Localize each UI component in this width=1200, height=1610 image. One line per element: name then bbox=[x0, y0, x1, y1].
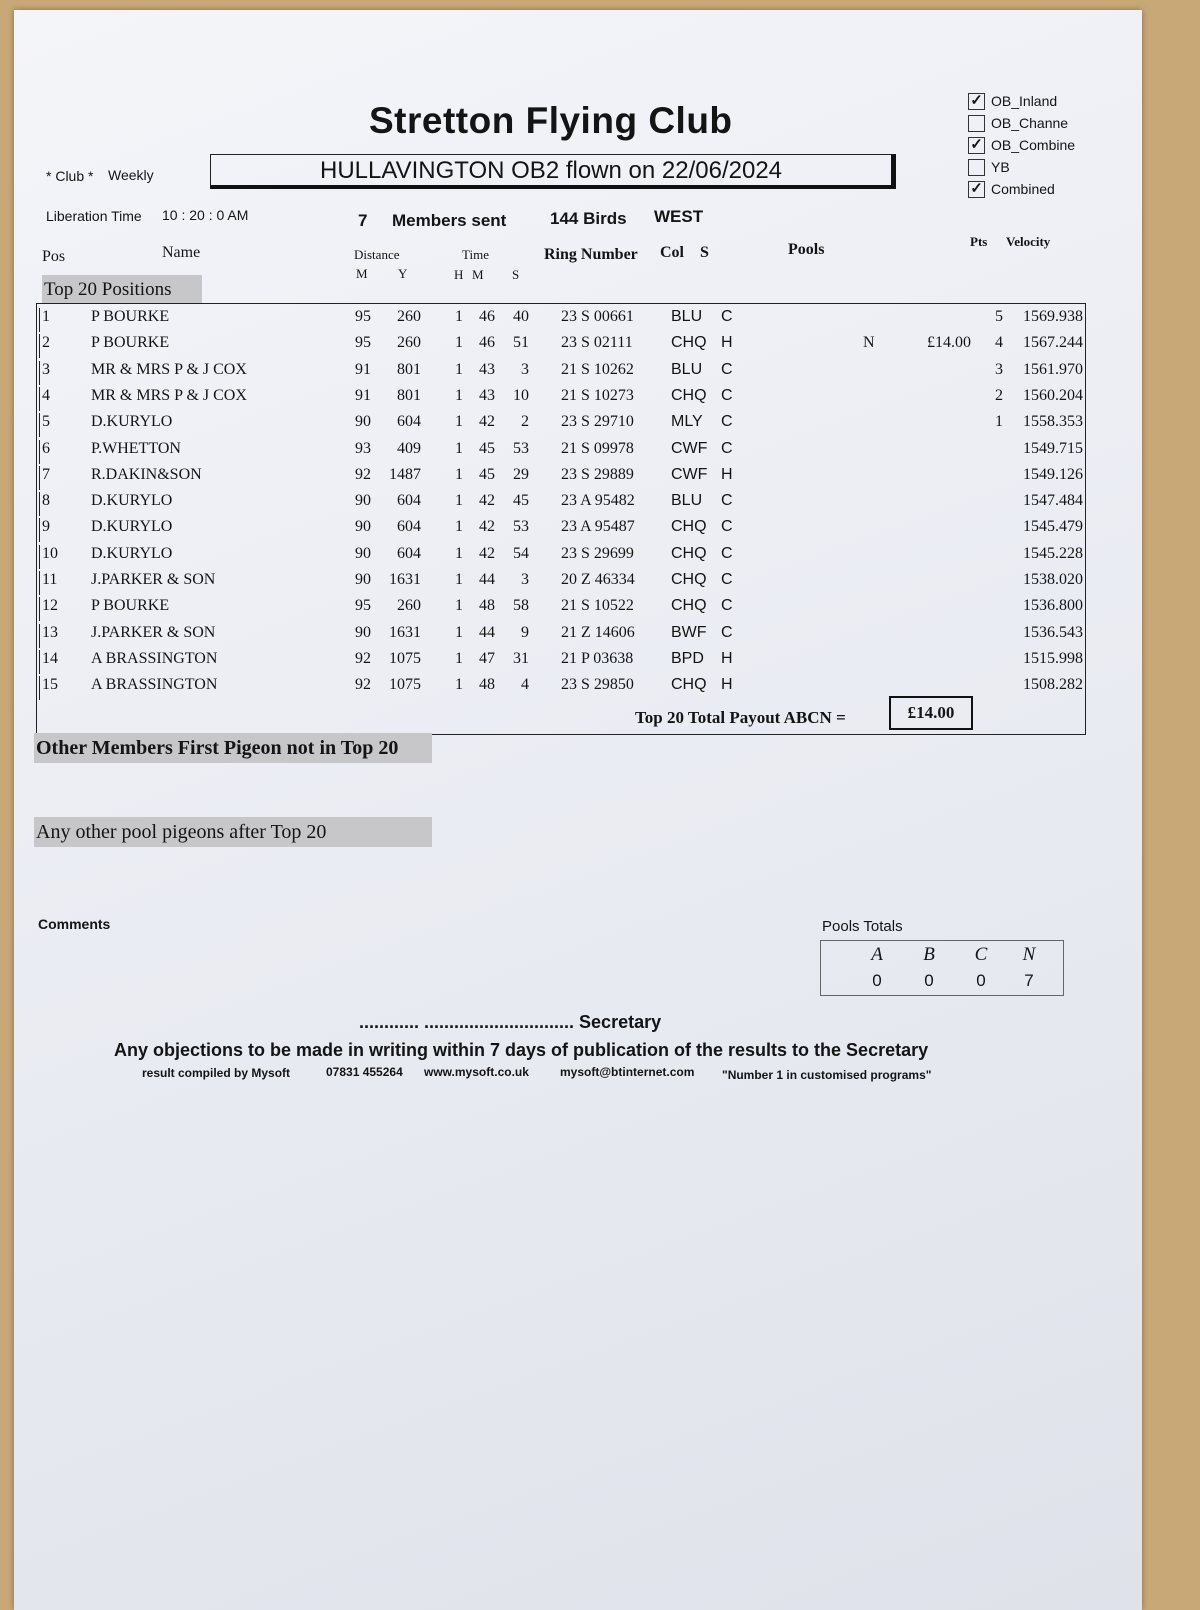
distance-miles-cell: 92 bbox=[355, 676, 371, 694]
time-seconds-cell: 53 bbox=[513, 518, 529, 536]
colour-cell: MLY bbox=[671, 413, 703, 431]
position-cell: 10 bbox=[39, 545, 58, 569]
position-cell: 1 bbox=[39, 308, 50, 332]
header-time-s: S bbox=[512, 267, 520, 282]
velocity-cell: 1547.484 bbox=[1007, 492, 1086, 510]
header-ring: Ring Number bbox=[544, 246, 638, 263]
table-row bbox=[37, 518, 1085, 544]
table-row bbox=[37, 492, 1085, 518]
sex-cell: H bbox=[721, 334, 733, 352]
time-hours-cell: 1 bbox=[455, 544, 463, 562]
ring-number-cell: 21 S 10522 bbox=[561, 597, 634, 615]
velocity-cell: 1545.479 bbox=[1007, 518, 1086, 536]
pool-total: 0 bbox=[976, 971, 986, 990]
credit-web: www.mysoft.co.uk bbox=[424, 1065, 529, 1079]
ring-number-cell: 21 Z 14606 bbox=[561, 623, 635, 641]
name-cell: D.KURYLO bbox=[91, 544, 173, 562]
velocity-cell: 1567.244 bbox=[1007, 334, 1086, 352]
club-type: * Club * bbox=[46, 168, 94, 184]
members-count: 7 bbox=[358, 211, 368, 230]
members-label: Members sent bbox=[392, 211, 507, 230]
colour-cell: BLU bbox=[671, 492, 703, 510]
time-minutes-cell: 46 bbox=[479, 308, 495, 325]
pool-header: A bbox=[871, 944, 883, 965]
distance-miles-cell: 90 bbox=[355, 544, 371, 562]
distance-yards-cell: 604 bbox=[397, 413, 421, 431]
checked-box-icon: ✓ bbox=[968, 137, 985, 154]
pool-total: 0 bbox=[924, 971, 934, 990]
other-pool-label: Any other pool pigeons after Top 20 bbox=[34, 817, 432, 847]
option-row bbox=[968, 112, 1075, 134]
points-cell: 5 bbox=[995, 308, 1003, 325]
header-pts: Pts bbox=[970, 234, 988, 249]
velocity-cell: 1549.715 bbox=[1007, 440, 1086, 458]
distance-yards-cell: 604 bbox=[397, 544, 421, 562]
header-velocity: Velocity bbox=[1006, 234, 1051, 249]
time-seconds-cell: 10 bbox=[513, 386, 529, 404]
table-row bbox=[37, 361, 1085, 387]
sex-cell: C bbox=[721, 518, 733, 536]
colour-cell: CHQ bbox=[671, 544, 707, 562]
distance-miles-cell: 92 bbox=[355, 649, 371, 667]
distance-miles-cell: 91 bbox=[355, 386, 371, 404]
distance-yards-cell: 260 bbox=[397, 308, 421, 325]
header-dist-m: M bbox=[356, 266, 368, 281]
colour-cell: BPD bbox=[671, 649, 704, 667]
distance-yards-cell: 260 bbox=[397, 334, 421, 352]
ring-number-cell: 21 S 10262 bbox=[561, 360, 634, 378]
header-time-m: M bbox=[472, 267, 484, 282]
distance-miles-cell: 93 bbox=[355, 439, 371, 457]
results-table bbox=[36, 303, 1086, 735]
time-seconds-cell: 29 bbox=[513, 465, 529, 483]
position-cell: 9 bbox=[39, 518, 50, 542]
payout-value: £14.00 bbox=[889, 696, 973, 730]
time-minutes-cell: 43 bbox=[479, 360, 495, 378]
pool-cell: N bbox=[863, 334, 875, 352]
position-cell: 8 bbox=[39, 492, 50, 516]
payout-label: Top 20 Total Payout ABCN = bbox=[635, 708, 846, 727]
credit-compiled: result compiled by Mysoft bbox=[142, 1066, 291, 1080]
colour-cell: BWF bbox=[671, 623, 707, 641]
table-row bbox=[37, 571, 1085, 597]
time-minutes-cell: 44 bbox=[479, 571, 495, 588]
pools-totals-label: Pools Totals bbox=[822, 918, 903, 935]
distance-yards-cell: 801 bbox=[397, 360, 421, 378]
distance-miles-cell: 95 bbox=[355, 308, 371, 325]
sex-cell: H bbox=[721, 465, 733, 483]
position-cell: 12 bbox=[39, 597, 58, 621]
table-row bbox=[37, 597, 1085, 623]
name-cell: D.KURYLO bbox=[91, 492, 173, 510]
sex-cell: C bbox=[721, 597, 733, 615]
position-cell: 7 bbox=[39, 466, 50, 490]
sex-cell: H bbox=[721, 649, 733, 667]
time-minutes-cell: 43 bbox=[479, 386, 495, 404]
time-seconds-cell: 53 bbox=[513, 439, 529, 457]
option-row bbox=[968, 134, 1075, 156]
sex-cell: H bbox=[721, 676, 733, 694]
velocity-cell: 1545.228 bbox=[1007, 545, 1086, 563]
birds-count: 144 Birds bbox=[550, 209, 627, 228]
distance-miles-cell: 90 bbox=[355, 518, 371, 536]
name-cell: A BRASSINGTON bbox=[91, 649, 218, 667]
name-cell: P.WHETTON bbox=[91, 439, 181, 457]
time-minutes-cell: 48 bbox=[479, 676, 495, 694]
time-minutes-cell: 42 bbox=[479, 544, 495, 562]
race-title: HULLAVINGTON OB2 flown on 22/06/2024 bbox=[210, 154, 896, 189]
table-row bbox=[37, 650, 1085, 676]
sex-cell: C bbox=[721, 544, 733, 562]
colour-cell: CHQ bbox=[671, 571, 707, 588]
liberation-label: Liberation Time bbox=[46, 208, 142, 224]
distance-miles-cell: 90 bbox=[355, 413, 371, 431]
name-cell: D.KURYLO bbox=[91, 518, 173, 536]
option-row bbox=[968, 178, 1075, 200]
table-row bbox=[37, 387, 1085, 413]
credit-slogan: "Number 1 in customised programs" bbox=[722, 1068, 932, 1082]
results-sheet bbox=[14, 10, 1142, 1610]
name-cell: A BRASSINGTON bbox=[91, 676, 218, 694]
pool-total: 7 bbox=[1024, 971, 1034, 990]
distance-miles-cell: 95 bbox=[355, 334, 371, 352]
objections-note: Any objections to be made in writing within 7 days of publication of the results to the Secretary bbox=[114, 1040, 929, 1060]
position-cell: 13 bbox=[39, 624, 58, 648]
colour-cell: CHQ bbox=[671, 334, 707, 352]
position-cell: 6 bbox=[39, 440, 50, 464]
distance-miles-cell: 90 bbox=[355, 571, 371, 588]
distance-yards-cell: 1075 bbox=[389, 676, 421, 694]
velocity-cell: 1558.353 bbox=[1007, 413, 1086, 431]
time-seconds-cell: 45 bbox=[513, 492, 529, 510]
top20-label: Top 20 Positions bbox=[42, 275, 202, 303]
time-seconds-cell: 40 bbox=[513, 308, 529, 325]
liberation-time: 10 : 20 : 0 AM bbox=[162, 207, 249, 223]
sex-cell: C bbox=[721, 360, 733, 378]
pool-total: 0 bbox=[872, 971, 882, 990]
distance-yards-cell: 1075 bbox=[389, 649, 421, 667]
name-cell: MR & MRS P & J COX bbox=[91, 386, 247, 404]
sex-cell: C bbox=[721, 439, 733, 457]
time-seconds-cell: 2 bbox=[521, 413, 529, 431]
points-cell: 2 bbox=[995, 386, 1003, 404]
section-label: WEST bbox=[654, 207, 704, 226]
time-hours-cell: 1 bbox=[455, 413, 463, 431]
time-seconds-cell: 3 bbox=[521, 571, 529, 588]
table-row bbox=[37, 545, 1085, 571]
ring-number-cell: 23 A 95482 bbox=[561, 492, 635, 510]
pools-totals-table bbox=[820, 940, 1064, 996]
option-label: OB_Channe bbox=[991, 115, 1069, 131]
time-hours-cell: 1 bbox=[455, 439, 463, 457]
distance-yards-cell: 1487 bbox=[389, 465, 421, 483]
colour-cell: BLU bbox=[671, 308, 703, 325]
race-frequency: Weekly bbox=[108, 167, 154, 183]
velocity-cell: 1561.970 bbox=[1007, 361, 1086, 379]
table-row bbox=[37, 676, 1085, 702]
option-row bbox=[968, 90, 1075, 112]
velocity-cell: 1536.800 bbox=[1007, 597, 1086, 615]
pool-header: C bbox=[974, 944, 988, 965]
points-cell: 1 bbox=[995, 413, 1003, 431]
velocity-cell: 1549.126 bbox=[1007, 466, 1086, 484]
position-cell: 11 bbox=[39, 571, 57, 595]
unchecked-box-icon bbox=[968, 115, 985, 132]
header-col: Col bbox=[660, 244, 684, 261]
sex-cell: C bbox=[721, 623, 733, 641]
name-cell: P BOURKE bbox=[91, 334, 170, 352]
option-label: YB bbox=[991, 159, 1010, 175]
position-cell: 2 bbox=[39, 334, 50, 358]
colour-cell: CHQ bbox=[671, 518, 707, 536]
option-label: OB_Combine bbox=[991, 137, 1076, 153]
time-seconds-cell: 4 bbox=[521, 676, 529, 694]
ring-number-cell: 23 S 02111 bbox=[561, 334, 633, 352]
unchecked-box-icon bbox=[968, 159, 985, 176]
name-cell: P BOURKE bbox=[91, 597, 170, 615]
sex-cell: C bbox=[721, 492, 733, 510]
name-cell: D.KURYLO bbox=[91, 413, 173, 431]
pool-header: N bbox=[1022, 944, 1036, 965]
distance-miles-cell: 95 bbox=[355, 597, 371, 615]
position-cell: 4 bbox=[39, 387, 50, 411]
comments-label: Comments bbox=[38, 916, 111, 932]
velocity-cell: 1515.998 bbox=[1007, 650, 1086, 668]
table-row bbox=[37, 334, 1085, 360]
time-hours-cell: 1 bbox=[455, 492, 463, 510]
distance-miles-cell: 92 bbox=[355, 465, 371, 483]
prize-cell: £14.00 bbox=[927, 334, 971, 352]
colour-cell: CHQ bbox=[671, 676, 707, 694]
sex-cell: C bbox=[721, 386, 733, 404]
header-name: Name bbox=[162, 244, 201, 261]
credit-email: mysoft@btinternet.com bbox=[560, 1065, 695, 1079]
time-minutes-cell: 48 bbox=[479, 597, 495, 615]
time-seconds-cell: 31 bbox=[513, 649, 529, 667]
checked-box-icon: ✓ bbox=[968, 93, 985, 110]
time-minutes-cell: 47 bbox=[479, 649, 495, 667]
time-hours-cell: 1 bbox=[455, 386, 463, 404]
race-options bbox=[968, 90, 1075, 200]
time-minutes-cell: 45 bbox=[479, 439, 495, 457]
time-hours-cell: 1 bbox=[455, 676, 463, 694]
time-minutes-cell: 46 bbox=[479, 334, 495, 352]
position-cell: 15 bbox=[39, 676, 58, 700]
ring-number-cell: 23 S 29710 bbox=[561, 413, 634, 431]
name-cell: P BOURKE bbox=[91, 308, 170, 325]
ring-number-cell: 23 S 29889 bbox=[561, 465, 634, 483]
colour-cell: CHQ bbox=[671, 597, 707, 615]
distance-yards-cell: 1631 bbox=[389, 623, 421, 641]
time-seconds-cell: 58 bbox=[513, 597, 529, 615]
header-time-h: H bbox=[454, 267, 464, 282]
velocity-cell: 1508.282 bbox=[1007, 676, 1086, 694]
name-cell: J.PARKER & SON bbox=[91, 571, 216, 588]
points-cell: 3 bbox=[995, 360, 1003, 378]
time-minutes-cell: 42 bbox=[479, 492, 495, 510]
ring-number-cell: 20 Z 46334 bbox=[561, 571, 635, 588]
time-minutes-cell: 42 bbox=[479, 518, 495, 536]
time-seconds-cell: 9 bbox=[521, 623, 529, 641]
pool-header: B bbox=[923, 944, 935, 965]
colour-cell: CWF bbox=[671, 439, 708, 457]
header-dist-y: Y bbox=[398, 266, 408, 281]
time-hours-cell: 1 bbox=[455, 334, 463, 352]
ring-number-cell: 23 S 29850 bbox=[561, 676, 634, 694]
sex-cell: C bbox=[721, 571, 733, 588]
table-row bbox=[37, 624, 1085, 650]
option-row bbox=[968, 156, 1075, 178]
option-label: Combined bbox=[991, 181, 1055, 197]
distance-yards-cell: 409 bbox=[397, 439, 421, 457]
distance-yards-cell: 260 bbox=[397, 597, 421, 615]
sex-cell: C bbox=[721, 308, 733, 325]
ring-number-cell: 21 S 09978 bbox=[561, 439, 634, 457]
ring-number-cell: 23 S 29699 bbox=[561, 544, 634, 562]
position-cell: 3 bbox=[39, 361, 50, 385]
club-title: Stretton Flying Club bbox=[369, 100, 733, 141]
time-hours-cell: 1 bbox=[455, 571, 463, 588]
ring-number-cell: 23 S 00661 bbox=[561, 308, 634, 325]
time-hours-cell: 1 bbox=[455, 597, 463, 615]
distance-yards-cell: 801 bbox=[397, 386, 421, 404]
time-minutes-cell: 45 bbox=[479, 465, 495, 483]
table-row bbox=[37, 413, 1085, 439]
distance-yards-cell: 604 bbox=[397, 518, 421, 536]
table-row bbox=[37, 308, 1085, 334]
velocity-cell: 1560.204 bbox=[1007, 387, 1086, 405]
checked-box-icon: ✓ bbox=[968, 181, 985, 198]
distance-yards-cell: 604 bbox=[397, 492, 421, 510]
position-cell: 5 bbox=[39, 413, 50, 437]
colour-cell: BLU bbox=[671, 360, 703, 378]
sex-cell: C bbox=[721, 413, 733, 431]
ring-number-cell: 23 A 95487 bbox=[561, 518, 635, 536]
secretary-line: ............ .............................. Secretary bbox=[359, 1012, 662, 1032]
time-seconds-cell: 54 bbox=[513, 544, 529, 562]
time-hours-cell: 1 bbox=[455, 465, 463, 483]
distance-miles-cell: 90 bbox=[355, 623, 371, 641]
time-hours-cell: 1 bbox=[455, 360, 463, 378]
time-hours-cell: 1 bbox=[455, 518, 463, 536]
time-minutes-cell: 42 bbox=[479, 413, 495, 431]
header-sex: S bbox=[700, 244, 709, 261]
distance-miles-cell: 90 bbox=[355, 492, 371, 510]
velocity-cell: 1569.938 bbox=[1007, 308, 1086, 326]
name-cell: J.PARKER & SON bbox=[91, 623, 216, 641]
name-cell: MR & MRS P & J COX bbox=[91, 360, 247, 378]
table-row bbox=[37, 466, 1085, 492]
colour-cell: CHQ bbox=[671, 386, 707, 404]
header-pos: Pos bbox=[42, 248, 66, 265]
distance-miles-cell: 91 bbox=[355, 360, 371, 378]
velocity-cell: 1538.020 bbox=[1007, 571, 1086, 589]
header-distance: Distance bbox=[354, 247, 400, 262]
position-cell: 14 bbox=[39, 650, 58, 674]
time-minutes-cell: 44 bbox=[479, 623, 495, 641]
time-hours-cell: 1 bbox=[455, 308, 463, 325]
header-time: Time bbox=[462, 247, 489, 262]
distance-yards-cell: 1631 bbox=[389, 571, 421, 588]
colour-cell: CWF bbox=[671, 465, 708, 483]
credit-phone: 07831 455264 bbox=[326, 1065, 403, 1079]
time-hours-cell: 1 bbox=[455, 623, 463, 641]
header-pools: Pools bbox=[788, 241, 825, 258]
other-members-label: Other Members First Pigeon not in Top 20 bbox=[34, 733, 432, 763]
time-seconds-cell: 3 bbox=[521, 360, 529, 378]
table-row bbox=[37, 440, 1085, 466]
time-hours-cell: 1 bbox=[455, 649, 463, 667]
option-label: OB_Inland bbox=[991, 93, 1058, 109]
time-seconds-cell: 51 bbox=[513, 334, 529, 352]
name-cell: R.DAKIN&SON bbox=[91, 465, 202, 483]
points-cell: 4 bbox=[995, 334, 1003, 352]
ring-number-cell: 21 S 10273 bbox=[561, 386, 634, 404]
velocity-cell: 1536.543 bbox=[1007, 624, 1086, 642]
ring-number-cell: 21 P 03638 bbox=[561, 649, 634, 667]
